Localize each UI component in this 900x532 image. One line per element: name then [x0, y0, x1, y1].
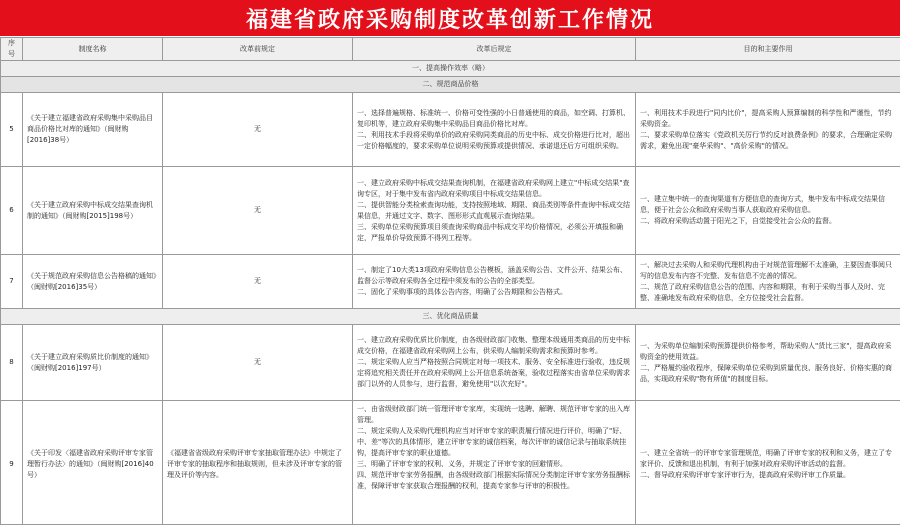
table-row	[1, 167, 900, 255]
header-after: 改革后规定	[353, 38, 636, 61]
row-purpose	[636, 167, 900, 255]
section-row	[1, 309, 900, 325]
after-clause: 四、规范评审专家劳务报酬，由各级财政部门根据实际情况分类制定评审专家劳务报酬标准，保障评审专家获取合理报酬的权利，提高专家参与评审的积极性。	[357, 471, 630, 490]
section-row	[1, 77, 900, 93]
section-row	[1, 61, 900, 77]
row-after	[353, 93, 636, 167]
reform-table	[0, 37, 900, 525]
page-title: 福建省政府采购制度改革创新工作情况	[0, 0, 900, 36]
purpose-clause: 二、规范了政府采购信息公告的范围、内容和期限，有利于采购当事人及时、完整、准确地发布政府采购信息，全方位接受社会监督。	[640, 282, 885, 302]
row-policy-name: 《关于建立福建省政府采购集中采购品目商品价格比对库的通知》（闽财购[2016]38号）	[23, 93, 163, 167]
section-title: 三、优化商品质量	[1, 309, 900, 325]
purpose-clause: 一、为采购单位编制采购预算提供价格参考，帮助采购人"货比三家"，提高政府采购资金的使用效益。	[640, 341, 892, 361]
row-before: 《福建省省级政府采购评审专家抽取管理办法》中规定了评审专家的抽取程序和抽取规则，但未涉及评审专家的管理及评价等内容。	[163, 401, 353, 525]
after-clause: 二、规定采购人应当严格按照合同规定对每一项技术、服务、安全标准进行验收，违反规定将追究相关责任并在政府采购网上公开信息系统备案，验收过程落实由省单位采购需求部门以外的人员参与，进行监督，避免使用"以次充好"。	[357, 358, 630, 388]
row-before: 无	[163, 325, 353, 401]
after-clause: 一、建立政府采购优质比价制度，由各级财政部门收集、整理本级通用类商品的历史中标成交价格，在福建省政府采购网上公布，供采购人编制采购需求和预算时参考。	[357, 336, 630, 355]
row-number: 7	[1, 255, 23, 309]
row-number: 6	[1, 167, 23, 255]
purpose-clause: 一、利用技术手段进行"同内比价"，提高采购人预算编制的科学性和严谨性，节约采购资金。	[640, 108, 892, 128]
table-row	[1, 325, 900, 401]
table-row	[1, 93, 900, 167]
row-number: 8	[1, 325, 23, 401]
header-before: 改革前规定	[163, 38, 353, 61]
row-after	[353, 167, 636, 255]
section-title: 二、规范商品价格	[1, 77, 900, 93]
purpose-clause: 一、建立集中统一的查询渠道有方便信息的查询方式，集中发布中标成交结果信息，便于社会公众和政府采购当事人获取政府采购信息。	[640, 195, 885, 214]
row-purpose	[636, 401, 900, 525]
row-policy-name: 《关于规范政府采购信息公告格稿的通知》（闽财购[2016]35号）	[23, 255, 163, 309]
row-policy-name: 《关于印发〈福建省政府采购评审专家管理暂行办法〉的通知》（闽财购[2016]40号）	[23, 401, 163, 525]
after-clause: 二、固化了采购事项的具体公告内容，明确了公告期限和公告格式。	[357, 288, 567, 296]
row-after	[353, 401, 636, 525]
table-row	[1, 255, 900, 309]
row-before: 无	[163, 255, 353, 309]
row-after	[353, 325, 636, 401]
header-purpose: 目的和主要作用	[636, 38, 900, 61]
row-number: 9	[1, 401, 23, 525]
purpose-clause: 二、严格履约验收程序，保障采购单位采购到质量优良、服务良好、价格实惠的商品，实现政府采购"物有所值"的制度目标。	[640, 363, 892, 383]
purpose-clause: 二、将政府采购活动置于阳光之下，自觉接受社会公众的监督。	[640, 217, 836, 225]
after-clause: 二、提供智能分类检索查询功能，支持按照地域、期限、商品类别等条件查询中标成交结果信息，并通过文字、数字、图形形式直观展示查询结果。	[357, 200, 630, 220]
purpose-clause: 二、督导政府采购评审专家评审行为，提高政府采购评审工作质量。	[640, 470, 850, 479]
row-number: 5	[1, 93, 23, 167]
after-clause: 一、建立政府采购中标成交结果查询机制，在福建省政府采购网上建立"中标成交结果"查询专区，对于集中发布省内政府采购项目中标成交结果信息。	[357, 178, 630, 198]
after-clause: 一、选择普遍规格、标准统一、价格可变性强的小日普通使用的商品，如空调、打算机、复印机等，建立政府采购集中采购品目商品价格比对库。	[357, 108, 630, 128]
row-after	[353, 255, 636, 309]
row-purpose	[636, 255, 900, 309]
row-policy-name: 《关于建立政府采购中标成交结果查询机制的通知》（闽财购[2015]198号）	[23, 167, 163, 255]
row-before: 无	[163, 167, 353, 255]
after-clause: 二、规定采购人及采购代理机构应当对评审专家的职责履行情况进行评价，明确了"好、中、差"等次的具体情形，建立评审专家的诚信档案，每次评审的诚信记录与抽取系统挂钩，提高评审专家的职业道德。	[357, 427, 627, 457]
after-clause: 二、利用技术手段将采购单价的政府采购同类商品的历史中标、成交价格进行比对，超出一定价格幅度的，要求采购单位说明采购预算或提供情况、承诺退还后方可组织采购。	[357, 130, 630, 150]
table-header-row	[1, 38, 900, 61]
after-clause: 一、制定了10大类13项政府采购信息公告模板，涵盖采购公告、文件公开、结果公布、监督公示等政府采购各全过程中须发布的公告的全部类型。	[357, 266, 627, 285]
header-seq: 序号	[1, 38, 23, 61]
row-policy-name: 《关于建立政府采购质比价制度的通知》（闽财购[2016]197号）	[23, 325, 163, 401]
purpose-clause: 一、建立全省统一的评审专家管理规范，明确了评审专家的权利和义务，建立了专家评价、反馈和退出机制，有利于加强对政府采购评审活动的监督。	[640, 448, 892, 468]
header-name: 制度名称	[23, 38, 163, 61]
after-clause: 三、采购单位采购预算项目须查询采购商品中标成交平均价格情况，必须公开填报和确定，严报单价导致预算不得列工程等。	[357, 222, 623, 242]
after-clause: 一、由省级财政部门统一管理评审专家库，实现统一选聘、解聘、规范评审专家的出入库管理。	[357, 405, 630, 424]
section-title: 一、提高操作效率（略）	[1, 61, 900, 77]
purpose-clause: 一、解决过去采购人和采购代理机构由于对规范管理解不太准确，主要因查事阅只写的信息发布内容不完整、发布信息不完善的情况。	[640, 260, 892, 280]
row-purpose	[636, 325, 900, 401]
row-purpose	[636, 93, 900, 167]
purpose-clause: 二、要求采购单位落实《党政机关厉行节约反对浪费条例》的要求，合理确定采购需求，避免出现"豪华采购"、"高价采购"的情况。	[640, 130, 892, 150]
table-row	[1, 401, 900, 525]
after-clause: 三、明确了评审专家的权利、义务，并规定了评审专家的回避情形。	[357, 460, 567, 468]
row-before: 无	[163, 93, 353, 167]
